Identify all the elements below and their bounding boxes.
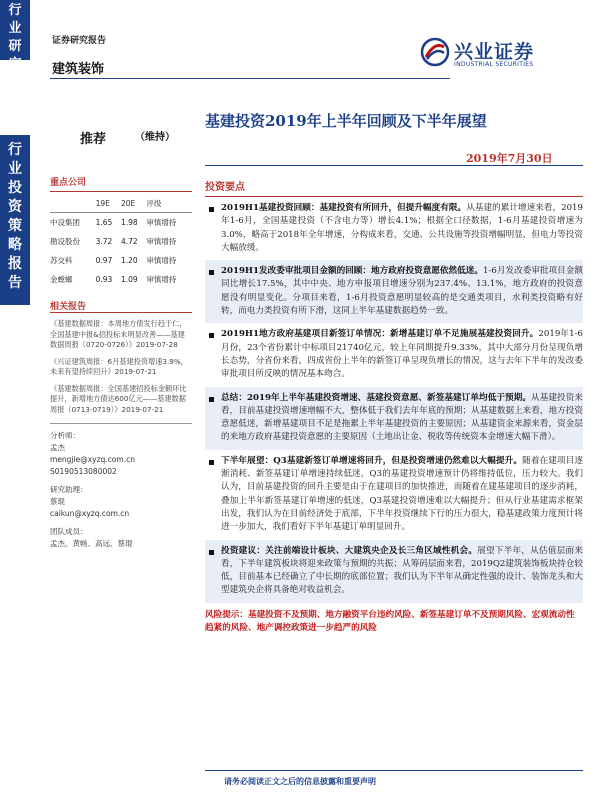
analyst-name: 孟杰 — [50, 443, 65, 452]
header-divider — [50, 78, 450, 79]
bullet-square-icon — [209, 550, 214, 555]
side-char: 业 — [8, 21, 22, 36]
left-column — [50, 175, 192, 550]
section-divider — [50, 191, 192, 192]
table-cell: 1.98 — [120, 218, 138, 227]
side-char: 告 — [8, 275, 22, 291]
table-row — [50, 251, 192, 270]
bullet-square-icon — [209, 333, 214, 338]
analyst-block — [50, 430, 192, 550]
analyst-email[interactable]: mengjie@xyzq.com.cn — [50, 455, 135, 464]
risk-warning — [205, 607, 583, 637]
analyst-divider — [50, 423, 192, 424]
report-type-label: 证券研究报告 — [52, 36, 107, 46]
section-divider — [50, 312, 192, 313]
investment-points — [205, 178, 583, 637]
side-band-top — [0, 0, 30, 72]
investment-bullet — [205, 450, 583, 540]
side-char: 研 — [8, 39, 22, 54]
table-header-cell — [50, 195, 96, 213]
side-band-report-type — [0, 135, 30, 305]
table-cell: 1.65 — [95, 218, 113, 227]
related-reports-title: 相关报告 — [50, 302, 87, 312]
analyst-cert: S0190513080002 — [50, 467, 117, 476]
table-header-cell: 评级 — [146, 195, 192, 213]
bullet-body: 展望下半年，从估值层面来看，下半年建筑板块将迎来政策与预期的共振；从筹码层面来看，2019Q2建筑装饰板块持仓较低，目前基本已经确立了中长期的底部位置；我们认为下半年从确定性强的设计、装饰龙头和大型建筑央企将具备绝对收益机会。 — [221, 545, 583, 596]
rating-label: 推荐 — [80, 132, 107, 147]
side-char: 资 — [8, 199, 22, 215]
report-title: 基建投资2019年上半年回顾及下半年展望 — [205, 112, 487, 130]
investment-bullet — [205, 260, 583, 323]
bullet-body: 从基建投资来看，目前基建投资增速增幅不大，整体低于我们去年年底的预期；从基建数据上来看，地方投资意愿低迷，新增基建项目不足是拖累上半年基建投资的主要原因；从基建资金来源来看，资金层的来地方政府基建投资意愿的主要原因（土地出让金、税收等传统资本金增速大幅下滑）。 — [221, 392, 583, 443]
bullet-heading: 下半年展望：Q3基建新签订单增速将回升，但是投资增速仍然难以大幅提升。 — [221, 455, 523, 466]
bullet-heading: 2019H1发改委审批项目金额的回顾：地方政府投资意愿依然低迷。 — [221, 266, 484, 277]
footer-disclaimer: 请务必阅读正文之后的信息披露和重要声明 — [224, 776, 376, 786]
table-row — [50, 232, 192, 251]
bullet-square-icon — [209, 397, 214, 402]
sector-label: 建筑装饰 — [52, 62, 105, 77]
side-char: 究 — [8, 57, 22, 72]
table-header-row — [50, 195, 192, 213]
table-cell: 0.93 — [95, 275, 113, 284]
bullet-body: 随着在建项目逐渐消耗、新签基建订单增速持续低迷，Q3的基建投资增速预计仍将维持低位，压力较大。我们认为，目前基建投资的回升主要是由于在建项目的加快推进，而随着在建基建项目的逐步消耗，叠加上半年新签基建订单增速的低迷，Q3基建投资增速难以大幅提升；但从行业基建需求框架出发，我们认为在目前经济处于底部，下半年投资继续下行的压力很大，稳基建政策力度预计将进一步加大，我们看好下半年基建订单明显回升。 — [221, 455, 583, 533]
bullet-body: 1-6月发改委审批项目金额同比增长17.5%，其中中央、地方申报项目增速分别为237.4%、13.1%，地方政府的投资意愿没有明显变化。分项目来看，1-6月投资意愿明显较高的是交通类项目，水利类投资略有好转，而电力类投资有所下滑，这同上半年基建数据趋势一致。 — [221, 266, 583, 317]
bullet-heading: 2019H1地方政府基建项目新签订单情况：新增基建订单不足施展基建投资回升。 — [221, 329, 539, 340]
key-companies-table — [50, 195, 192, 289]
side-char: 投 — [8, 180, 22, 196]
side-char: 业 — [8, 161, 22, 177]
team-label: 团队成员： — [50, 527, 88, 536]
logo-text-cn: 兴业证券 — [454, 41, 535, 63]
investment-bullet — [205, 387, 583, 450]
risk-text: 基建投资不及预期、地方融资平台违约风险、新签基建订单不及预期风险、宏观流动性趋紧的风险、地产调控政策进一步趋严的风险 — [205, 609, 575, 633]
table-cell: 审慎增持 — [146, 256, 177, 265]
bullet-square-icon — [209, 207, 214, 212]
side-char: 行 — [8, 3, 22, 18]
table-cell: 审慎增持 — [146, 237, 177, 246]
assistant-label: 研究助理： — [50, 485, 88, 494]
side-char: 略 — [8, 237, 22, 253]
bullet-heading: 2019H1基建投资回顾：基建投资有所回升，但提升幅度有限。 — [221, 203, 467, 213]
logo-mark-icon — [420, 37, 450, 67]
investment-bullet — [205, 540, 583, 603]
risk-label: 风险提示： — [205, 609, 248, 620]
team-members: 孟杰、黄畅、高远、蔡琨 — [50, 539, 133, 548]
table-cell: 审慎增持 — [146, 218, 177, 227]
table-cell: 审慎增持 — [146, 275, 177, 284]
title-divider — [205, 165, 583, 166]
table-row — [50, 270, 192, 289]
table-header-cell: 19E — [96, 195, 121, 213]
side-char: 报 — [8, 256, 22, 272]
bullet-body: 2019年1-6月份，23个省份累计中标项目21740亿元，较上年同期提升9.33%，其中大部分月份呈现负增长态势，分省份来看，四成省份上半年的新签订单呈现负增长的情况，这与去年下半年的发改委审批项目所反映的情况基本吻合。 — [221, 329, 583, 380]
table-cell: 0.97 — [95, 256, 113, 265]
table-cell: 1.20 — [120, 256, 138, 265]
bullet-body: 从基建的累计增速来看，2019年1-6月，全国基建投资（不含电力等）增长4.1%；根据全口径数据，1-6月基建投资增速为3.0%，略高于2018年全年增速，分构成来看，交通、公共设施等投资增幅明显，但电力等投资大幅放缓。 — [221, 203, 583, 253]
related-report-link[interactable]: 《基建数据周报：本周地方债发行趋于仁，全国基建中报&招投标未明显改善——基建数据周报（0720-0726）》2019-07-28 — [50, 319, 187, 349]
analyst-label: 分析师： — [50, 431, 80, 440]
table-row — [50, 213, 192, 233]
table-cell: 勘设股份 — [50, 237, 80, 246]
footer-divider — [205, 770, 583, 771]
related-report-link[interactable]: 《兴证建筑周报：6月基建投资增速3.9%，未来有望持续回升》2019-07-21 — [50, 356, 188, 376]
table-cell: 中设集团 — [50, 218, 80, 227]
side-char: 策 — [8, 218, 22, 234]
bullet-square-icon — [209, 460, 214, 465]
side-char: 行 — [8, 142, 22, 158]
related-report-link[interactable]: 《基建数据周报：全国基建招投标金额环比提升，新增地方债达600亿元——基建数据周报（0713-0719）》2019-07-21 — [50, 383, 187, 414]
key-companies-title: 重点公司 — [50, 178, 87, 188]
table-header-cell: 20E — [121, 195, 146, 213]
report-date: 2019年7月30日 — [466, 152, 553, 165]
table-cell: 3.72 — [95, 237, 113, 246]
bullet-square-icon — [209, 270, 214, 275]
investment-bullet — [205, 323, 583, 386]
table-cell: 金螳螂 — [50, 275, 73, 284]
investment-title: 投资要点 — [205, 182, 245, 193]
bullet-heading: 总结：2019年上半年基建投资增速、基建投资意愿、新签基建订单均低于预期。 — [221, 392, 532, 403]
table-cell: 4.72 — [120, 237, 138, 246]
table-cell: 1.09 — [120, 275, 138, 284]
bullet-heading: 投资建议：关注前端设计板块、大建筑央企及长三角区域性机会。 — [221, 545, 478, 556]
table-cell: 苏交科 — [50, 256, 73, 265]
rating-sub-label: （维持） — [135, 132, 175, 143]
company-logo — [420, 35, 580, 75]
investment-bullet — [205, 197, 583, 260]
assistant-email[interactable]: caikun@xyzq.com.cn — [50, 509, 130, 518]
logo-text-en: INDUSTRIAL SECURITIES — [454, 61, 534, 68]
assistant-name: 蔡琨 — [50, 497, 65, 506]
